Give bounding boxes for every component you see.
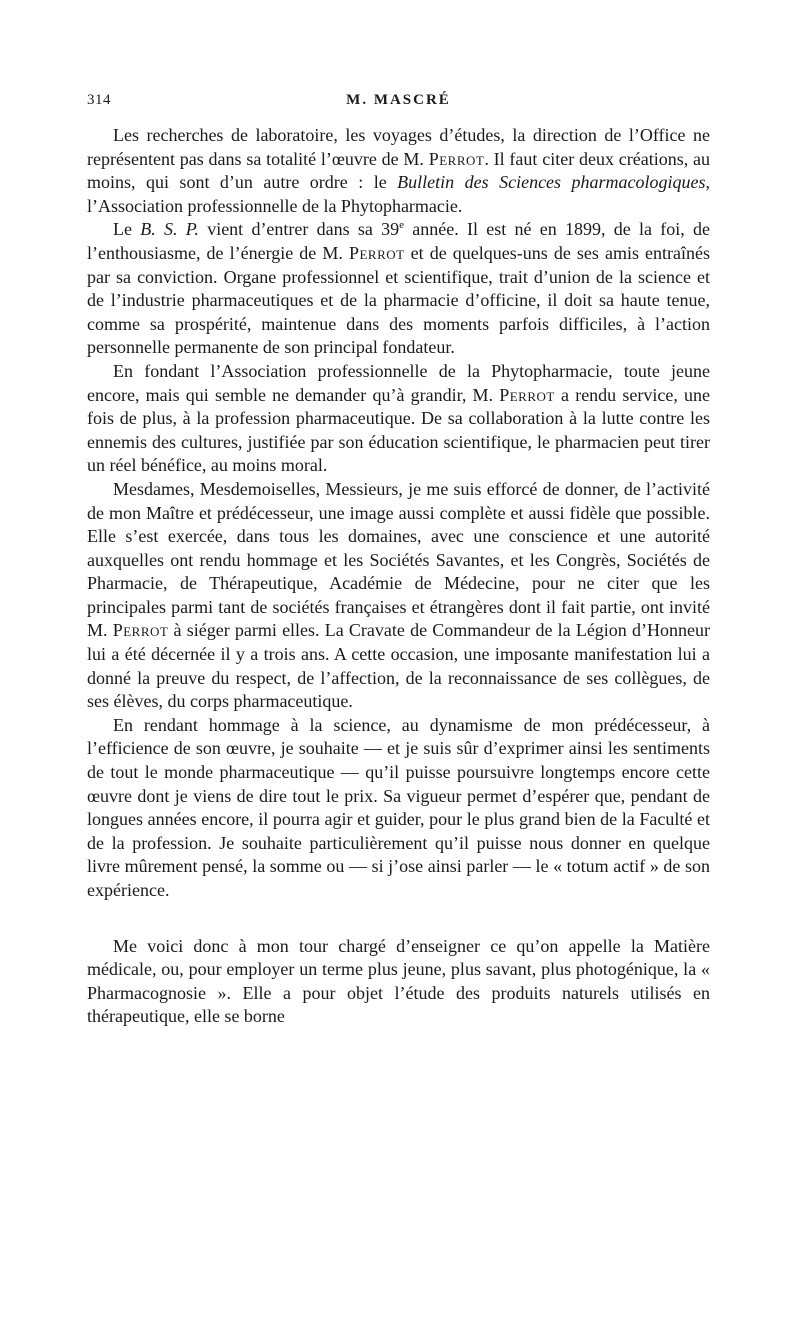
text-run: En fondant l’Association professionnelle de la Phytopharmacie, toute jeune encore, mais qui semble ne demander qu’à grandir, M. xyxy=(87,360,710,405)
text-run: a rendu service, une fois de plus, à la profession pharmaceutique. De sa collaboration à la lutte contre les ennemis des cultures, justifiée par son éducation scientifique, le pharmacien peut tirer un réel bénéfice, au moins moral. xyxy=(87,384,710,476)
page-header xyxy=(87,92,710,116)
paragraph-p3 xyxy=(87,360,710,478)
italic-text: Bulletin des Sciences pharmacologiques xyxy=(397,172,706,193)
paragraph-p5 xyxy=(87,714,710,903)
name-smallcaps: Perrot xyxy=(499,384,555,405)
name-smallcaps: Perrot xyxy=(428,148,485,169)
italic-text: B. S. P. xyxy=(140,219,199,240)
paragraph-p2 xyxy=(87,218,710,360)
text-run: Me voici donc à mon tour chargé d’enseigner ce qu’on appelle la Matière médicale, ou, pour employer un terme plus jeune, plus savant, plus photogénique, la « Pharmacognosie ». Elle a pour objet l’étude des produits naturels utilisés en thérapeutique, elle se borne xyxy=(87,935,710,1027)
text-run: En rendant hommage à la science, au dynamisme de mon prédécesseur, à l’efficience de son œuvre, je souhaite — et je suis sûr d’exprimer ainsi les sentiments de tout le monde pharmaceutique — qu’il puisse poursuivre longtemps encore cette œuvre dont je viens de dire tout le prix. Sa vigueur permet d’espérer que, pendant de longues années encore, il pourra agir et guider, pour le plus grand bien de la Faculté et de la profession. Je souhaite particulièrement qu’il puisse nous donner en quelque livre mûrement pensé, la somme ou — si j’ose ainsi parler — le « totum actif » de son expérience. xyxy=(87,714,710,900)
running-title: M. MASCRÉ xyxy=(346,92,451,108)
text-run: . Il faut citer deux créations, au moins, qui sont d’un autre ordre : le xyxy=(87,148,711,193)
page-number: 314 xyxy=(87,92,111,108)
body-text xyxy=(87,124,710,1029)
text-run: à siéger parmi elles. La Cravate de Commandeur de la Légion d’Honneur lui a été décernée il y a trois ans. A cette occasion, une imposante manifestation lui a donné la preuve du respect, de l’affection, de la reconnaissance de ses collègues, de ses élèves, du corps pharmaceutique. xyxy=(87,620,710,712)
text-run: Les recherches de laboratoire, les voyages d’études, la direction de l’Office ne représentent pas dans sa totalité l’œuvre de M. xyxy=(87,125,710,169)
paragraph-p1 xyxy=(87,124,710,218)
text-run: , l’Association professionnelle de la Phytopharmacie. xyxy=(87,172,710,216)
text-run: Le xyxy=(113,219,141,240)
superscript: e xyxy=(399,219,405,232)
name-smallcaps: Perrot xyxy=(348,242,405,263)
text-run: année. Il est né en 1899, de la foi, de l’enthousiasme, de l’énergie de M. xyxy=(87,219,710,263)
name-smallcaps: Perrot xyxy=(112,620,169,641)
text-run: Mesdames, Mesdemoiselles, Messieurs, je me suis efforcé de donner, de l’activité de mon Maître et prédécesseur, une image aussi complète et aussi fidèle que possible. Elle s’est exercée, dans tous les domaines, avec une conscience et une autorité auxquelles ont rendu hommage et les Sociétés Savantes, et les Congrès, Sociétés de Pharmacie, de Thérapeutique, Académie de Médecine, pour ne citer que les principales parmi tant de sociétés françaises et étrangères dont il fait partie, ont invité M. xyxy=(87,478,710,641)
paragraph-p6 xyxy=(87,935,710,1029)
text-run: et de quelques-uns de ses amis entraînés par sa conviction. Organe professionnel et scientifique, trait d’union de la science et de l’industrie pharmaceutiques et de la pharmacie d’officine, il doit sa haute tenue, comme sa prospérité, maintenue dans des moments parfois difficiles, à l’action personnelle permanente de son principal fondateur. xyxy=(87,242,710,358)
paragraph-p4 xyxy=(87,478,710,714)
text-run: vient d’entrer dans sa 39 xyxy=(198,219,400,240)
